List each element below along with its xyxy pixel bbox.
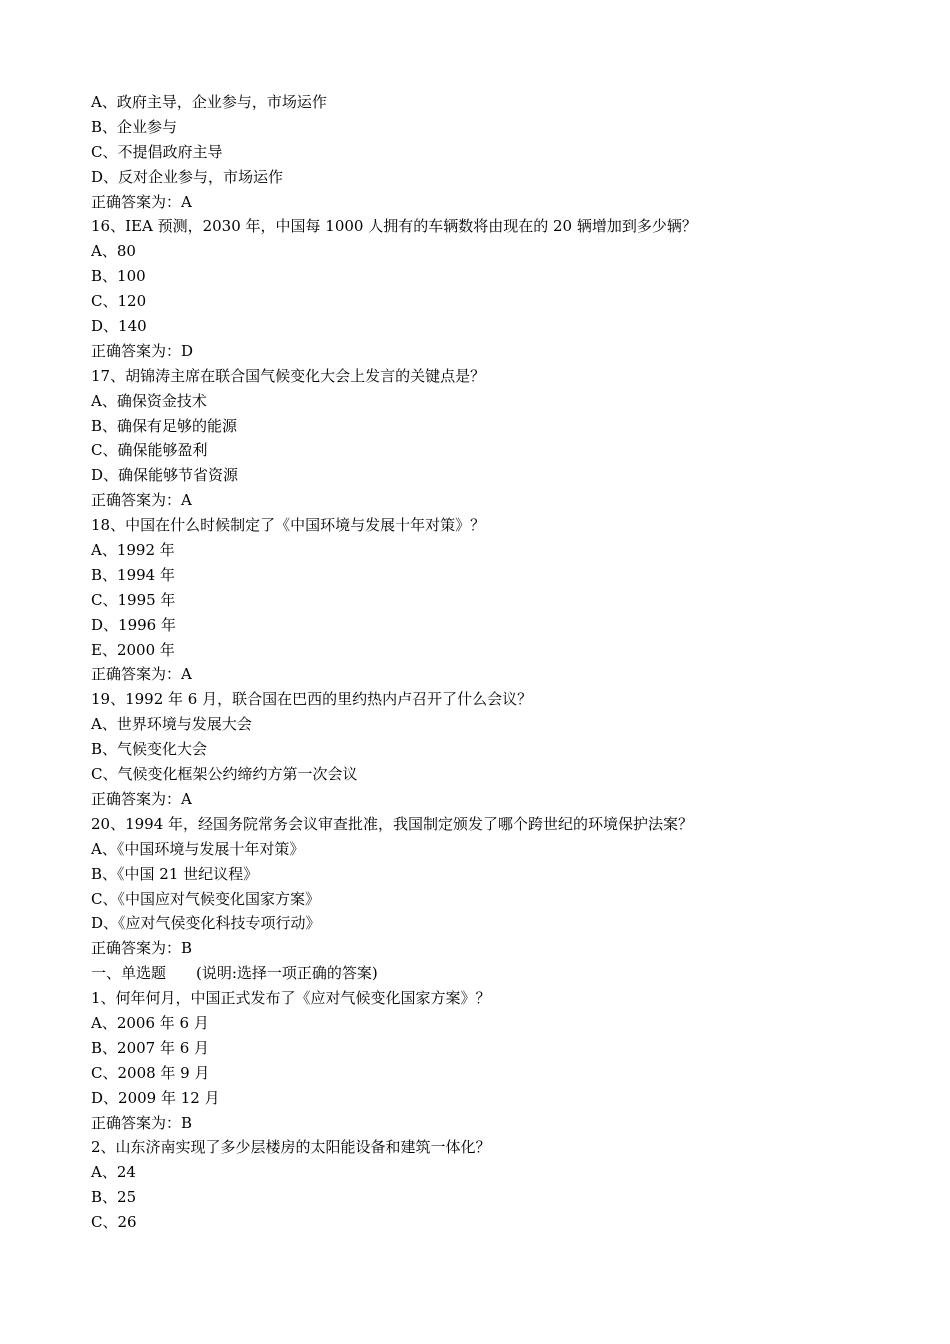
question-line: 18、中国在什么时候制定了《中国环境与发展十年对策》？	[91, 516, 486, 535]
option-line: B、企业参与	[91, 117, 178, 136]
option-line: A、1992 年	[91, 541, 175, 560]
option-line: D、2009 年 12 月	[91, 1088, 220, 1107]
option-line: B、25	[91, 1188, 137, 1207]
option-line: B、1994 年	[91, 565, 175, 584]
answer-line: 正确答案为：A	[91, 491, 192, 510]
answer-line: 正确答案为：A	[91, 665, 192, 684]
option-line: A、《中国环境与发展十年对策》	[91, 839, 305, 858]
option-line: D、《应对气侯变化科技专项行动》	[91, 914, 321, 933]
question-line: 19、1992 年 6 月，联合国在巴西的里约热内卢召开了什么会议？	[91, 690, 533, 709]
answer-line: 正确答案为：A	[91, 192, 192, 211]
answer-line: 正确答案为：D	[91, 341, 194, 360]
option-line: B、确保有足够的能源	[91, 416, 238, 435]
option-line: A、80	[91, 242, 136, 261]
option-line: B、2007 年 6 月	[91, 1038, 210, 1057]
question-line: 1、何年何月，中国正式发布了《应对气候变化国家方案》？	[91, 989, 491, 1008]
option-line: A、确保资金技术	[91, 391, 207, 410]
answer-line: 正确答案为：B	[91, 939, 193, 958]
question-line: 2、山东济南实现了多少层楼房的太阳能设备和建筑一体化？	[91, 1138, 491, 1157]
option-line: B、《中国 21 世纪议程》	[91, 864, 259, 883]
option-line: A、政府主导，企业参与，市场运作	[91, 93, 327, 111]
question-line: 17、胡锦涛主席在联合国气候变化大会上发言的关键点是？	[91, 366, 486, 385]
option-line: B、100	[91, 267, 146, 286]
section-heading: 一、单选题 (说明:选择一项正确的答案)	[91, 964, 378, 983]
answer-line: 正确答案为：B	[91, 1113, 193, 1132]
option-line: D、确保能够节省资源	[91, 466, 239, 485]
option-line: D、1996 年	[91, 615, 176, 634]
document-page	[91, 90, 891, 1235]
answer-line: 正确答案为：A	[91, 789, 192, 808]
question-line: 16、IEA 预测，2030 年，中国每 1000 人拥有的车辆数将由现在的 20 辆增加到多少辆？	[91, 217, 697, 236]
option-line: C、不提倡政府主导	[91, 142, 223, 161]
option-line: C、2008 年 9 月	[91, 1063, 210, 1082]
option-line: A、24	[91, 1163, 136, 1182]
option-line: D、140	[91, 317, 147, 336]
option-line: B、气候变化大会	[91, 740, 208, 759]
option-line: C、《中国应对气候变化国家方案》	[91, 889, 320, 908]
option-line: C、1995 年	[91, 590, 176, 609]
option-line: D、反对企业参与，市场运作	[91, 167, 284, 186]
option-line: C、120	[91, 292, 147, 311]
question-line: 20、1994 年，经国务院常务会议审查批准，我国制定颁发了哪个跨世纪的环境保护法案？	[91, 814, 694, 833]
option-line: C、确保能够盈利	[91, 441, 208, 460]
option-line: E、2000 年	[91, 640, 175, 659]
option-line: A、世界环境与发展大会	[91, 715, 252, 734]
option-line: C、26	[91, 1213, 137, 1232]
option-line: A、2006 年 6 月	[91, 1013, 209, 1032]
option-line: C、气候变化框架公约缔约方第一次会议	[91, 765, 358, 784]
